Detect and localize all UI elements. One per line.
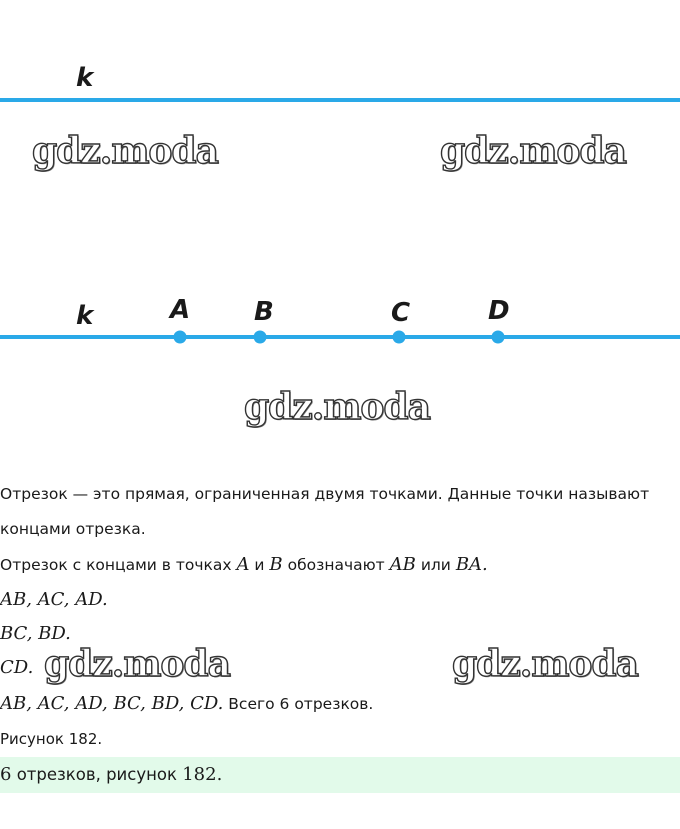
line-label-k-1: k	[76, 63, 94, 93]
all-segments-math: AB, AC, AD, BC, BD, CD.	[0, 693, 224, 714]
math-segment-ab: AB	[389, 554, 416, 575]
point-c	[393, 331, 406, 344]
answer-box	[0, 757, 680, 793]
point-a	[174, 331, 187, 344]
notation-and: и	[249, 556, 270, 574]
line-label-k-2: k	[76, 301, 94, 331]
notation-mid: обозначают	[282, 556, 390, 574]
answer-text: отрезков, рисунок	[11, 765, 183, 784]
all-segments-line	[0, 686, 373, 721]
segments-from-c: CD.	[0, 657, 34, 678]
notation-prefix: Отрезок с концами в точках	[0, 556, 237, 574]
watermark-logo: gdz.moda	[32, 130, 218, 172]
answer-count: 6	[0, 764, 12, 785]
watermark-logo: gdz.moda	[440, 130, 626, 172]
point-label-b: B	[254, 297, 274, 327]
segments-from-a: AB, AC, AD.	[0, 589, 108, 610]
math-segment-ba: BA.	[455, 554, 488, 575]
point-label-a: A	[170, 295, 191, 325]
segments-from-b: BC, BD.	[0, 623, 71, 644]
watermark-logo: gdz.moda	[452, 643, 638, 685]
figure-1	[0, 63, 680, 100]
watermark-logo: gdz.moda	[44, 643, 230, 685]
figure-caption: Рисунок 182.	[0, 730, 103, 748]
notation-line	[0, 547, 488, 582]
point-label-c: C	[391, 298, 411, 328]
definition-line-2: концами отрезка.	[0, 520, 146, 538]
point-d	[492, 331, 505, 344]
watermark-logo: gdz.moda	[244, 386, 430, 428]
answer-figure-number: 182.	[182, 764, 223, 785]
all-segments-total: Всего 6 отрезков.	[223, 695, 374, 713]
math-point-a: A	[236, 554, 250, 575]
point-label-d: D	[488, 296, 510, 326]
figure-2	[0, 295, 680, 344]
definition-line-1: Отрезок — это прямая, ограниченная двумя точками. Данные точки называют	[0, 485, 650, 503]
notation-or: или	[415, 556, 456, 574]
point-b	[254, 331, 267, 344]
math-point-b: B	[269, 554, 283, 575]
